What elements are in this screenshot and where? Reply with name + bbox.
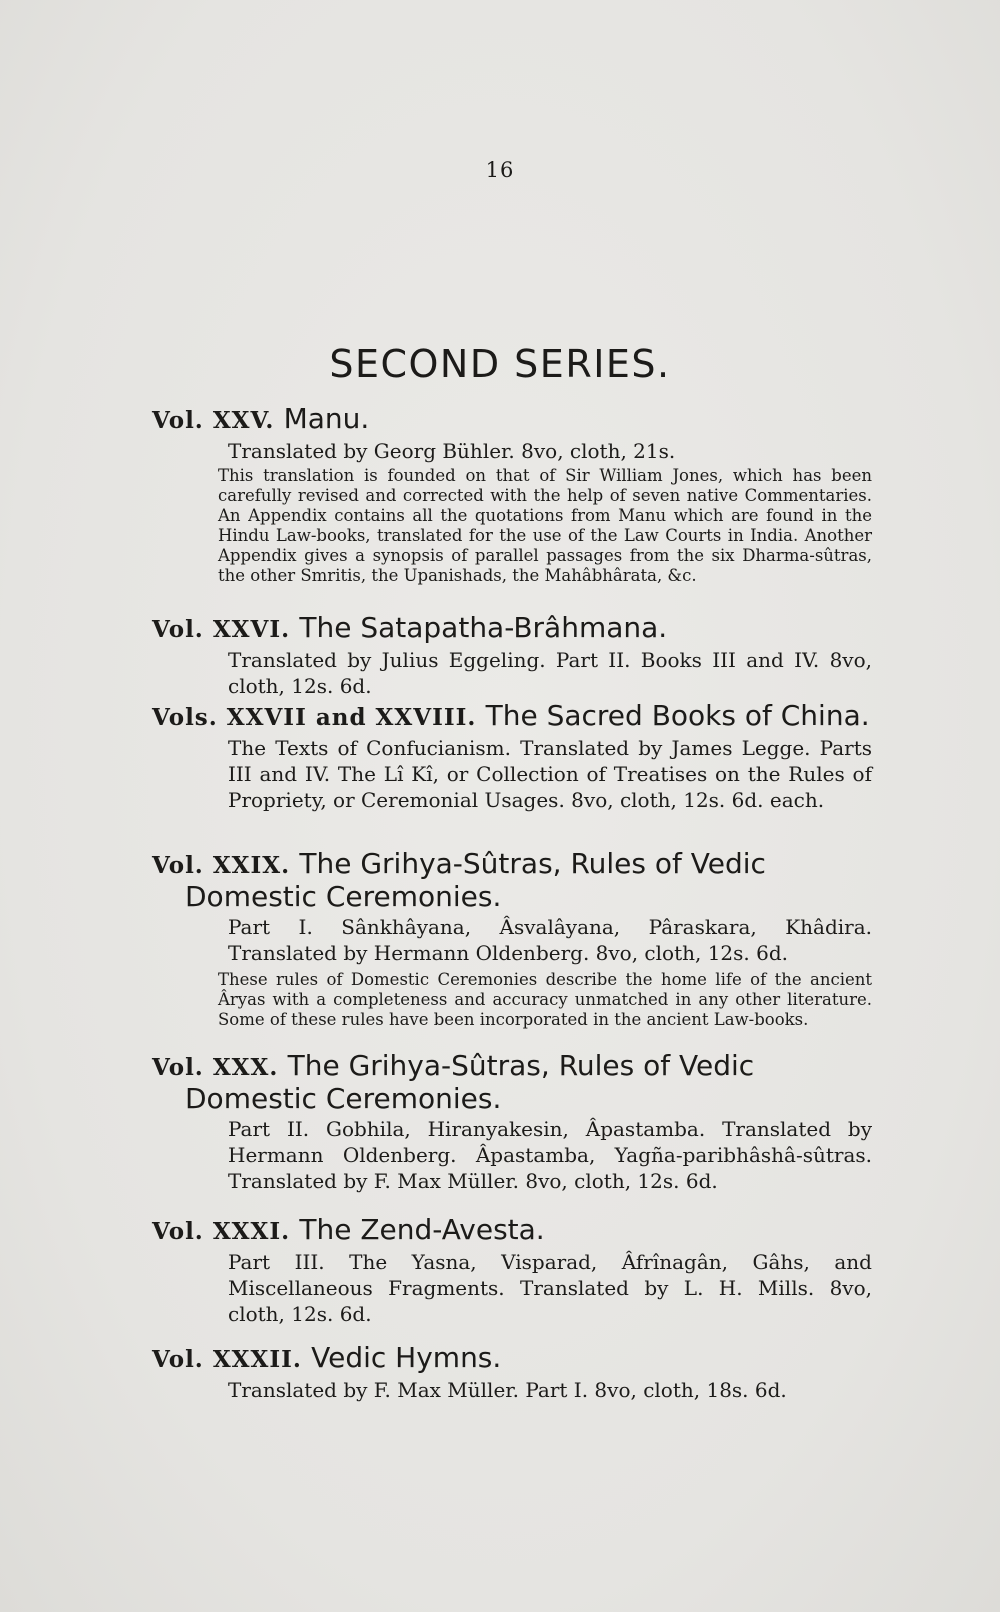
series-title: SECOND SERIES.: [329, 342, 671, 386]
entry-heading: [152, 612, 872, 645]
volume-title: The Grihya-Sûtras, Rules of Vedic: [299, 847, 766, 880]
volume-title: Manu.: [283, 402, 370, 435]
entry-vols-xxvii-xxviii: [152, 700, 872, 813]
entry-heading: [152, 1050, 872, 1083]
entry-vol-xxix: [152, 848, 872, 1030]
volume-label: Vol. XXIX.: [152, 852, 291, 879]
volume-title: The Zend-Avesta.: [299, 1213, 545, 1246]
entry-details: Translated by F. Max Müller. Part I. 8vo, cloth, 18s. 6d.: [228, 1378, 787, 1402]
entry-details: Part III. The Yasna, Visparad, Âfrînagân, Gâhs, and Miscellaneous Fragments. Translated by L. H. Mills. 8vo, cloth, 12s. 6d.: [228, 1250, 872, 1326]
entry-note: These rules of Domestic Ceremonies describe the home life of the ancient Âryas with a completeness and accuracy unmatched in any other literature. Some of these rules have been incorporated in the ancient Law-books.: [218, 970, 872, 1029]
volume-label: Vol. XXV.: [152, 407, 275, 434]
entry-details: Translated by Julius Eggeling. Part II. Books III and IV. 8vo, cloth, 12s. 6d.: [228, 648, 872, 698]
page-number: 16: [485, 158, 515, 182]
volume-label: Vols. XXVII and XXVIII.: [152, 704, 477, 731]
volume-label: Vol. XXXI.: [152, 1218, 291, 1245]
volume-title-continued: Domestic Ceremonies.: [185, 1082, 502, 1115]
entry-heading: [152, 1342, 872, 1375]
volume-title-continued: Domestic Ceremonies.: [185, 880, 502, 913]
entry-heading: [152, 700, 872, 733]
volume-title: Vedic Hymns.: [311, 1341, 502, 1374]
entry-vol-xxxii: [152, 1342, 872, 1403]
entry-details: Part I. Sânkhâyana, Âsvalâyana, Pâraskara, Khâdira. Translated by Hermann Oldenberg. 8vo, cloth, 12s. 6d.: [228, 915, 872, 965]
entry-vol-xxv: [152, 403, 872, 586]
entry-details: The Texts of Confucianism. Translated by James Legge. Parts III and IV. The Lî Kî, or Collection of Treatises on the Rules of Propriety, or Ceremonial Usages. 8vo, cloth, 12s. 6d. each.: [228, 736, 872, 812]
entry-heading: [152, 848, 872, 881]
volume-label: Vol. XXXII.: [152, 1346, 302, 1373]
entry-heading: [152, 403, 872, 436]
entry-vol-xxvi: [152, 612, 872, 699]
volume-label: Vol. XXX.: [152, 1054, 279, 1081]
volume-title: The Satapatha-Brâhmana.: [299, 611, 668, 644]
volume-title: The Sacred Books of China.: [485, 699, 870, 732]
entry-note: This translation is founded on that of Sir William Jones, which has been carefully revised and corrected with the help of seven native Commentaries. An Appendix contains all the quotations from Manu which are found in the Hindu Law-books, translated for the use of the Law Courts in India. Another Appendix gives a synopsis of parallel passages from the six Dharma-sûtras, the other Smritis, the Upanishads, the Mahâbhârata, &c.: [218, 466, 872, 585]
entry-details: Translated by Georg Bühler. 8vo, cloth, 21s.: [228, 439, 676, 463]
entry-vol-xxxi: [152, 1214, 872, 1327]
entry-heading: [152, 1214, 872, 1247]
entry-vol-xxx: [152, 1050, 872, 1194]
volume-label: Vol. XXVI.: [152, 616, 291, 643]
entry-details: Part II. Gobhila, Hiranyakesin, Âpastamba. Translated by Hermann Oldenberg. Âpastamba, Yagña-paribhâshâ-sûtras. Translated by F. Max Müller. 8vo, cloth, 12s. 6d.: [228, 1117, 872, 1193]
volume-title: The Grihya-Sûtras, Rules of Vedic: [287, 1049, 755, 1082]
